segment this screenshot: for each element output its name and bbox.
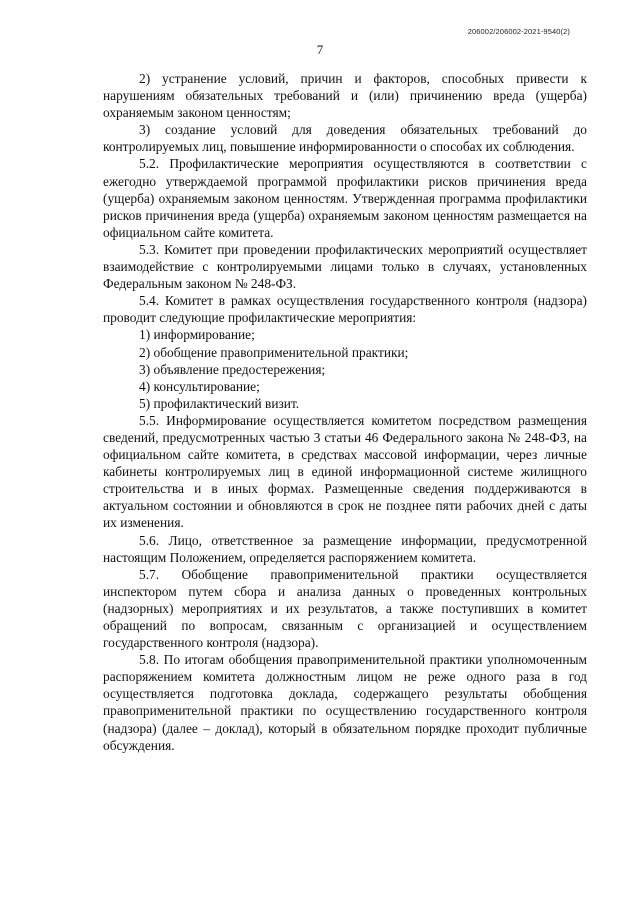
paragraph-5-5: 5.5. Информирование осуществляется комитетом посредством размещения сведений, предусмотренных частью 3 статьи 46 Федерального закона № 248-ФЗ, на официальном сайте комитета, в средствах массовой информации, через личные кабинеты контролируемых лиц в единой информационной системе жилищного строительства и в иных формах. Размещенные сведения поддерживаются в актуальном состоянии и обновляются в срок не позднее пяти рабочих дней с даты их изменения.	[103, 412, 587, 531]
list-item: 5) профилактический визит.	[139, 395, 300, 411]
list-item: 3) объявление предостережения;	[139, 361, 326, 377]
document-id: 206002/206002-2021-9540(2)	[467, 27, 570, 36]
list-item: 4) консультирование;	[139, 378, 260, 394]
paragraph-item-2: 2) устранение условий, причин и факторов, способных привести к нарушениям обязательных требований и (или) причинению вреда (ущерба) охраняемым законом ценностям;	[103, 71, 587, 121]
list-item: 2) обобщение правоприменительной практики;	[139, 344, 409, 360]
page-number: 7	[316, 42, 324, 57]
paragraph-5-2: 5.2. Профилактические мероприятия осуществляются в соответствии с ежегодно утверждаемой программой профилактики рисков причинения вреда (ущерба) охраняемым законом ценностям. Утвержденная программа профилактики рисков причинения вреда (ущерба) охраняемым законом ценностям размещается на официальном сайте комитета.	[103, 156, 587, 240]
paragraph-5-3: 5.3. Комитет при проведении профилактических мероприятий осуществляет взаимодействие с контролируемыми лицами только в случаях, установленных Федеральным законом № 248-ФЗ.	[103, 241, 587, 292]
paragraph-item-3: 3) создание условий для доведения обязательных требований до контролируемых лиц, повышение информированности о способах их соблюдения.	[103, 122, 587, 155]
list-item: 1) информирование;	[139, 327, 255, 343]
paragraph-5-6: 5.6. Лицо, ответственное за размещение информации, предусмотренной настоящим Положением, определяется распоряжением комитета.	[103, 532, 587, 565]
document-body	[103, 70, 587, 754]
paragraph-5-8: 5.8. По итогам обобщения правоприменительной практики уполномоченным распоряжением комитета должностным лицом не реже одного раза в год осуществляется подготовка доклада, содержащего результаты обобщения правоприменительной практики по осуществлению государственного контроля (надзора) (далее – доклад), который в обязательном порядке проходит публичные обсуждения.	[103, 652, 587, 753]
paragraph-5-7: 5.7. Обобщение правоприменительной практики осуществляется инспектором путем сбора и анализа данных о проведенных контрольных (надзорных) мероприятиях и их результатов, а также поступивших в комитет обращений по вопросам, связанным с организацией и осуществлением государственного контроля (надзора).	[103, 566, 587, 651]
paragraph-5-4: 5.4. Комитет в рамках осуществления государственного контроля (надзора) проводит следующие профилактические мероприятия:	[103, 293, 587, 326]
